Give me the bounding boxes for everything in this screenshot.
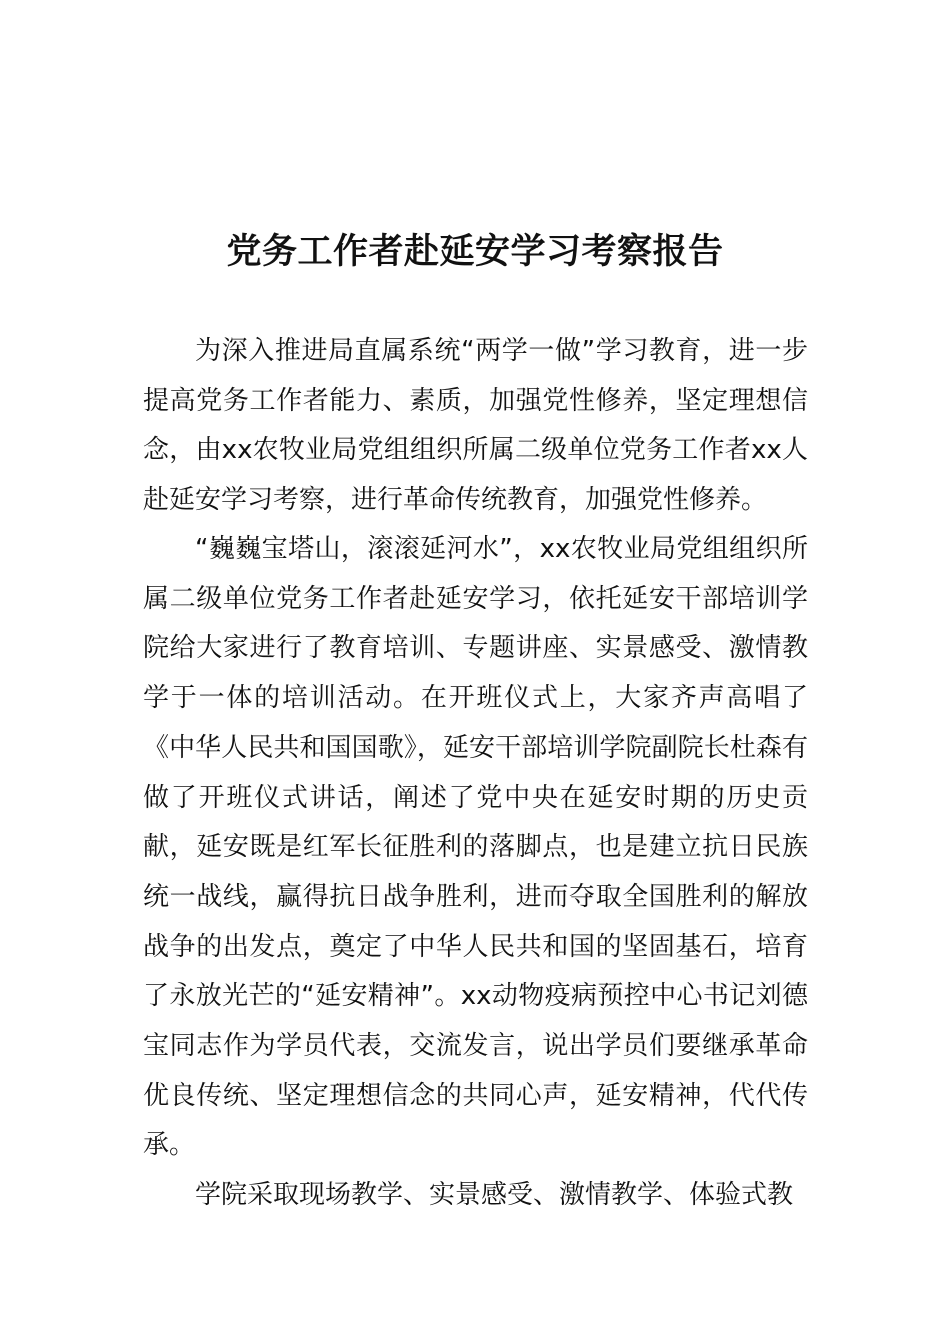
document-title: 党务工作者赴延安学习考察报告 — [226, 232, 724, 272]
body-section-3 — [143, 1171, 808, 1221]
paragraph-1: 为深入推进局直属系统“两学一做”学习教育，进一步提高党务工作者能力、素质，加强党性修养，坚定理想信念，由xx农牧业局党组组织所属二级单位党务工作者xx人赴延安学习考察，进行革命传统教育，加强党性修养。 — [143, 336, 808, 516]
body-section-2 — [143, 525, 808, 1171]
paragraph-3: 学院采取现场教学、实景感受、激情教学、体验式教 — [195, 1180, 794, 1210]
body-section-1 — [143, 327, 808, 526]
paragraph-2: “巍巍宝塔山，滚滚延河水”，xx农牧业局党组组织所属二级单位党务工作者赴延安学习，依托延安干部培训学院给大家进行了教育培训、专题讲座、实景感受、激情教学于一体的培训活动。在开班仪式上，大家齐声高唱了《中华人民共和国国歌》，延安干部培训学院副院长杜森有做了开班仪式讲话，阐述了党中央在延安时期的历史贡献，延安既是红军长征胜利的落脚点，也是建立抗日民族统一战线，赢得抗日战争胜利，进而夺取全国胜利的解放战争的出发点，奠定了中华人民共和国的坚固基石，培育了永放光芒的“延安精神”。xx动物疫病预控中心书记刘德宝同志作为学员代表，交流发言，说出学员们要继承革命优良传统、坚定理想信念的共同心声，延安精神，代代传承。 — [143, 534, 808, 1161]
